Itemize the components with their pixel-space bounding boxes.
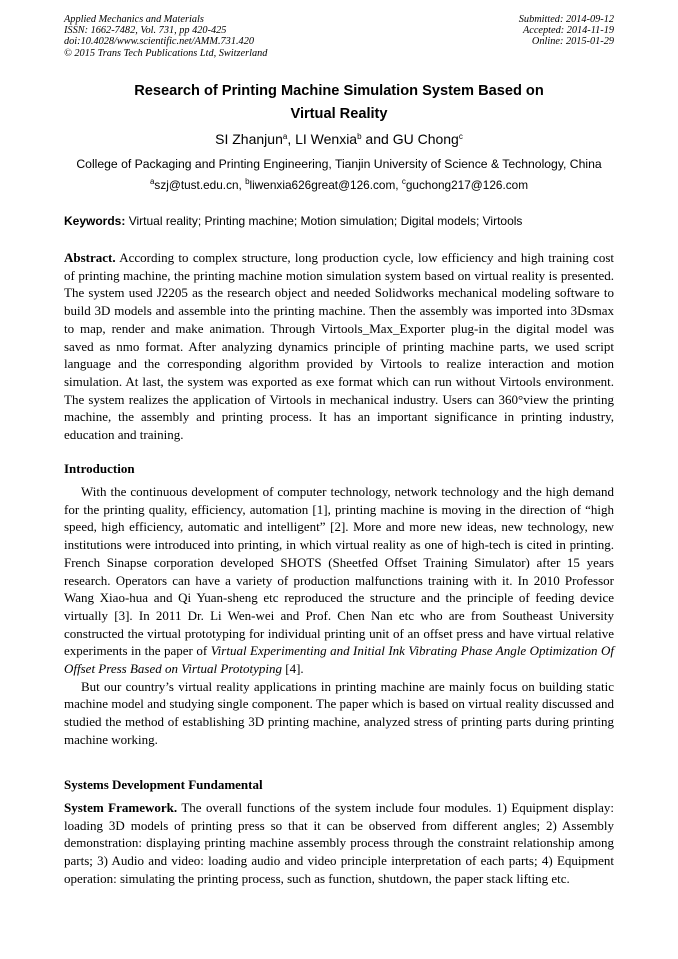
- email-2: liwenxia626great@126.com,: [249, 178, 402, 192]
- online-date: Online: 2015-01-29: [531, 36, 614, 48]
- system-framework-text: The overall functions of the system include four modules. 1) Equipment display: loading 3D models of printing press so that it can be observed from different angles; 2) Assembly demonstration: displaying printing machine assembly process through the constraint relationship among parts; 3) Audio and video: loading audio and video principle interpretation of each parts; 4) Equipment operation: simulating the printing process, such as function, shutdown, the paper stack lifting etc.: [64, 800, 614, 886]
- author-list: [64, 130, 614, 148]
- introduction-heading: Introduction: [64, 461, 135, 476]
- abstract-text: According to complex structure, long production cycle, low efficiency and high training cost of printing machine, the printing machine motion simulation system based on virtual reality is presented. The system used J2205 as the research object and needed Solidworks mechanical modeling software to build 3D models and assemble into the printing machine. Then the assembly was imported into 3Dsmax to map, render and make animation. Through Virtools_Max_Exporter plug-in the digital model was saved as nmo format. After analyzing dynamics principle of printing machine parts, we used script language and the corresponding algorithm provided by Virtools to realize interaction and motion simulation. At last, the system was exported as exe format which can run without Virtools environment. The system realizes the application of Virtools in mechanical industry. Users can 360°view the printing machine, the assembly and printing process. It has an important significance in printing industry, education and training.: [64, 250, 614, 443]
- intro-p1-citation: [4].: [281, 661, 304, 677]
- system-framework: [64, 799, 614, 888]
- title-line-1: Research of Printing Machine Simulation System Based on: [134, 83, 544, 99]
- author-separator: ,: [287, 131, 296, 147]
- abstract-label: Abstract.: [64, 250, 116, 265]
- author-emails: [64, 177, 614, 193]
- email-3: guchong217@126.com: [405, 178, 529, 192]
- intro-paragraph-1: [64, 483, 614, 678]
- keywords-label: Keywords:: [64, 214, 126, 228]
- email-1-mark: a: [149, 177, 155, 186]
- journal-info: [64, 14, 267, 59]
- copyright-line: © 2015 Trans Tech Publications Ltd, Switzerland: [64, 47, 268, 59]
- author-separator: and: [361, 131, 393, 147]
- system-framework-label: System Framework.: [64, 800, 178, 815]
- email-3-mark: c: [401, 177, 406, 186]
- submitted-date: Submitted: 2014-09-12: [518, 14, 614, 25]
- author-1-mark: a: [282, 132, 288, 141]
- doi-line: doi:10.4028/www.scientific.net/AMM.731.420: [64, 36, 254, 48]
- email-1: szj@tust.edu.cn,: [154, 178, 246, 192]
- dates-info: [519, 14, 614, 48]
- abstract: [64, 249, 614, 444]
- journal-name: Applied Mechanics and Materials: [64, 14, 204, 25]
- author-2-mark: b: [357, 132, 362, 141]
- intro-paragraph-2: But our country’s virtual reality applications in printing machine are mainly focus on building static machine model and studying single component. The paper which is based on virtual reality discussed and studied the method of establishing 3D printing machine, analyzed stress of printing parts during printing machine working.: [64, 678, 614, 747]
- title-line-2: Virtual Reality: [290, 106, 388, 122]
- email-2-mark: b: [245, 177, 250, 186]
- keywords: [64, 213, 614, 229]
- author-3-mark: c: [458, 132, 463, 141]
- affiliation: College of Packaging and Printing Engineering, Tianjin University of Science & Technology, China: [76, 157, 602, 171]
- cited-paper-title: Virtual Experimenting and Initial Ink Vibrating Phase Angle Optimization Of Offset Press Based on Virtual Prototyping: [64, 643, 614, 677]
- introduction-body: [64, 483, 614, 749]
- author-2: LI Wenxia: [295, 131, 358, 147]
- accepted-date: Accepted: 2014-11-19: [522, 25, 614, 37]
- keywords-text: Virtual reality; Printing machine; Motion simulation; Digital models; Virtools: [125, 214, 523, 228]
- intro-p1-text: With the continuous development of computer technology, network technology and the high demand for the printing quality, efficiency, automation [1], printing machine is moving in the direction of “high speed, high efficiency, automatic and intelligent” [2]. More and more new ideas, new technology, new institutions were introduced into printing, in which virtual reality as one of high-tech is cited in printing. French Sinapse corporation developed SHOTS (Sheetfed Offset Training Simulator) after 15 years research. Operators can have a variety of production malfunctions training with it. In 2010 Professor Wang Xiao-hua and Qi Yuan-sheng etc reproduced the structure and the principle of feeding device virtually [3]. In 2011 Dr. Li Wen-wei and Prof. Chen Nan etc who are from Southeast University constructed the virtual prototyping for individual printing unit of an offset press and have virtual relative experiments in the paper of: [64, 484, 614, 659]
- author-3: GU Chong: [392, 131, 459, 147]
- systems-heading: Systems Development Fundamental: [64, 777, 263, 792]
- issn-line: ISSN: 1662-7482, Vol. 731, pp 420-425: [64, 25, 227, 37]
- paper-title: [64, 80, 614, 126]
- author-1: SI Zhanjun: [215, 131, 283, 147]
